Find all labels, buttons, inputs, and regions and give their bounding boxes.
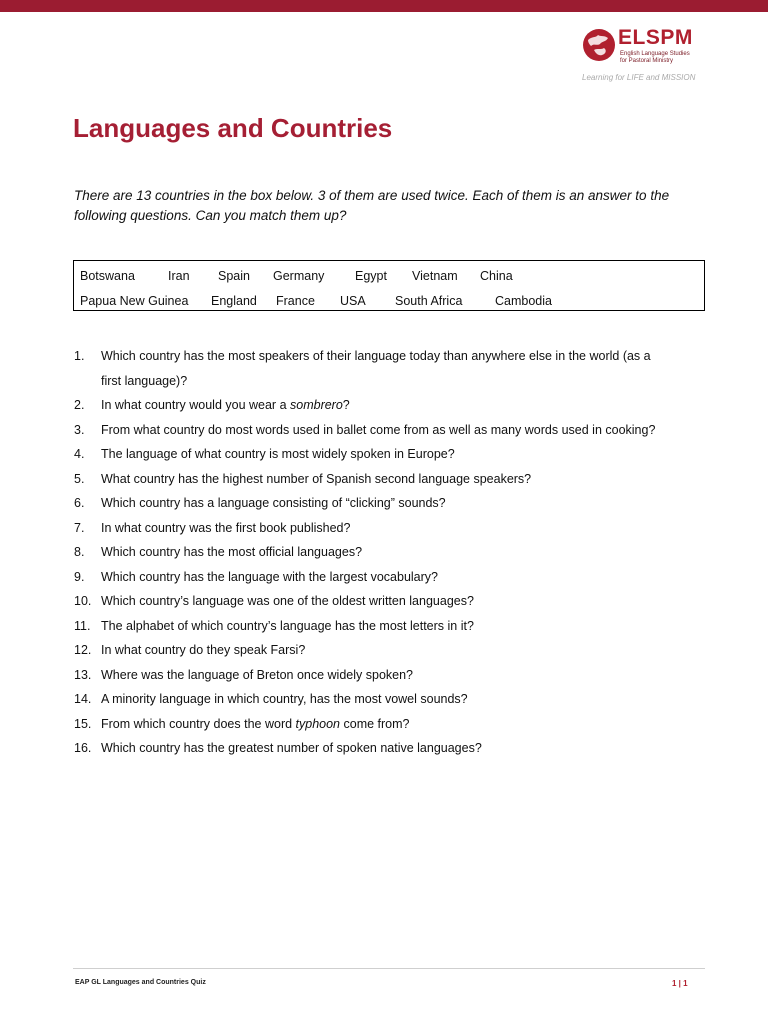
question-text: first language)? (101, 374, 188, 388)
footer-document-title: EAP GL Languages and Countries Quiz (75, 979, 206, 986)
question-text: A minority language in which country, has the most vowel sounds? (101, 692, 468, 706)
question-number: 5. (74, 472, 85, 486)
question-text: The language of what country is most widely spoken in Europe? (101, 447, 455, 461)
country-germany: Germany (273, 269, 325, 283)
country-papua-new-guinea: Papua New Guinea (80, 294, 189, 308)
question-number: 8. (74, 545, 85, 559)
question-number: 11. (74, 619, 91, 633)
page-title: Languages and Countries (73, 113, 393, 143)
question-number: 3. (74, 423, 85, 437)
question-number: 15. (74, 717, 92, 731)
question-text: From what country do most words used in ballet come from as well as many words used in cooking? (101, 423, 656, 437)
question-text: Which country has the most speakers of their language today than anywhere else in the world (as a (101, 349, 651, 363)
brand-tagline: Learning for LIFE and MISSION (582, 73, 696, 82)
country-iran: Iran (168, 269, 190, 283)
globe-icon (582, 28, 616, 62)
question-text: Which country has the language with the largest vocabulary? (101, 570, 438, 584)
country-usa: USA (340, 294, 366, 308)
question-text: Where was the language of Breton once widely spoken? (101, 668, 413, 682)
country-vietnam: Vietnam (412, 269, 458, 283)
footer-divider (73, 968, 705, 969)
question-text: In what country would you wear a sombrero? (101, 398, 350, 412)
country-france: France (276, 294, 315, 308)
question-text: From which country does the word typhoon come from? (101, 717, 410, 731)
brand-name: ELSPM (618, 26, 693, 49)
question-number: 7. (74, 521, 85, 535)
brand-subtitle (620, 51, 700, 65)
intro-text: There are 13 countries in the box below. 3 of them are used twice. Each of them is an answer to the following questions. Can you match them up? (74, 188, 670, 223)
question-number: 4. (74, 447, 85, 461)
country-south-africa: South Africa (395, 294, 463, 308)
brand-subtitle-line2: for Pastoral Ministry (620, 58, 674, 64)
elspm-logo (582, 26, 702, 86)
question-number: 13. (74, 668, 92, 682)
question-number: 1. (74, 349, 85, 363)
country-england: England (211, 294, 257, 308)
top-accent-bar (0, 0, 768, 12)
question-text: Which country has the most official languages? (101, 545, 363, 559)
question-text: In what country was the first book published? (101, 521, 351, 535)
question-text: Which country has the greatest number of spoken native languages? (101, 741, 482, 755)
question-text: What country has the highest number of Spanish second language speakers? (101, 472, 532, 486)
question-number: 9. (74, 570, 85, 584)
question-number: 2. (74, 398, 85, 412)
question-number: 12. (74, 643, 92, 657)
question-text: Which country has a language consisting of “clicking” sounds? (101, 496, 446, 510)
country-china: China (480, 269, 513, 283)
question-number: 6. (74, 496, 85, 510)
country-spain: Spain (218, 269, 250, 283)
question-number: 16. (74, 741, 92, 755)
question-text: In what country do they speak Farsi? (101, 643, 306, 657)
country-botswana: Botswana (80, 269, 135, 283)
question-number: 10. (74, 594, 92, 608)
page-number: 1 | 1 (672, 979, 688, 988)
brand-subtitle-line1: English Language Studies (620, 51, 690, 57)
country-egypt: Egypt (355, 269, 387, 283)
question-text: The alphabet of which country’s language has the most letters in it? (101, 619, 474, 633)
question-text: Which country’s language was one of the oldest written languages? (101, 594, 474, 608)
country-box (73, 260, 705, 311)
country-cambodia: Cambodia (495, 294, 552, 308)
question-number: 14. (74, 692, 92, 706)
